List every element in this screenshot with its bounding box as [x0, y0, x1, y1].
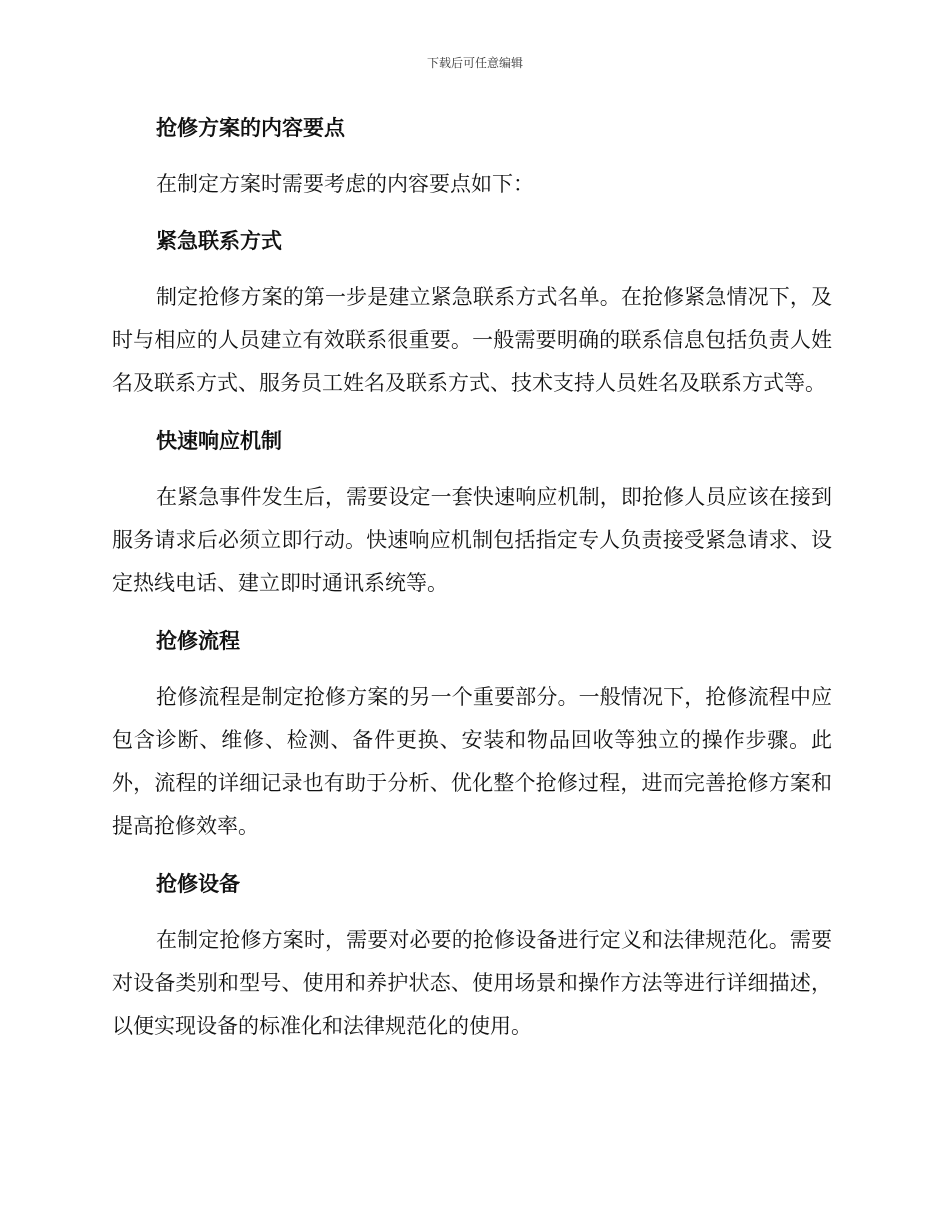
section-heading-equipment: 抢修设备 [156, 872, 240, 896]
document-content [112, 108, 832, 1048]
section-heading-process: 抢修流程 [156, 629, 240, 653]
document-title: 抢修方案的内容要点 [156, 116, 345, 140]
intro-paragraph: 在制定方案时需要考虑的内容要点如下： [156, 172, 534, 196]
section-body-contact: 制定抢修方案的第一步是建立紧急联系方式名单。在抢修紧急情况下，及时与相应的人员建立有效联系很重要。一般需要明确的联系信息包括负责人姓名及联系方式、服务员工姓名及联系方式、技术支持人员姓名及联系方式等。 [112, 285, 832, 395]
section-body-equipment: 在制定抢修方案时，需要对必要的抢修设备进行定义和法律规范化。需要对设备类别和型号、使用和养护状态、使用场景和操作方法等进行详细描述，以便实现设备的标准化和法律规范化的使用。 [112, 928, 832, 1038]
section-heading-contact: 紧急联系方式 [156, 229, 282, 253]
section-body-response: 在紧急事件发生后，需要设定一套快速响应机制，即抢修人员应该在接到服务请求后必须立即行动。快速响应机制包括指定专人负责接受紧急请求、设定热线电话、建立即时通讯系统等。 [112, 485, 832, 595]
section-heading-response: 快速响应机制 [156, 429, 282, 453]
header-note: 下载后可任意编辑 [426, 56, 523, 70]
section-body-process: 抢修流程是制定抢修方案的另一个重要部分。一般情况下，抢修流程中应包含诊断、维修、检测、备件更换、安装和物品回收等独立的操作步骤。此外，流程的详细记录也有助于分析、优化整个抢修过程，进而完善抢修方案和提高抢修效率。 [112, 685, 832, 838]
